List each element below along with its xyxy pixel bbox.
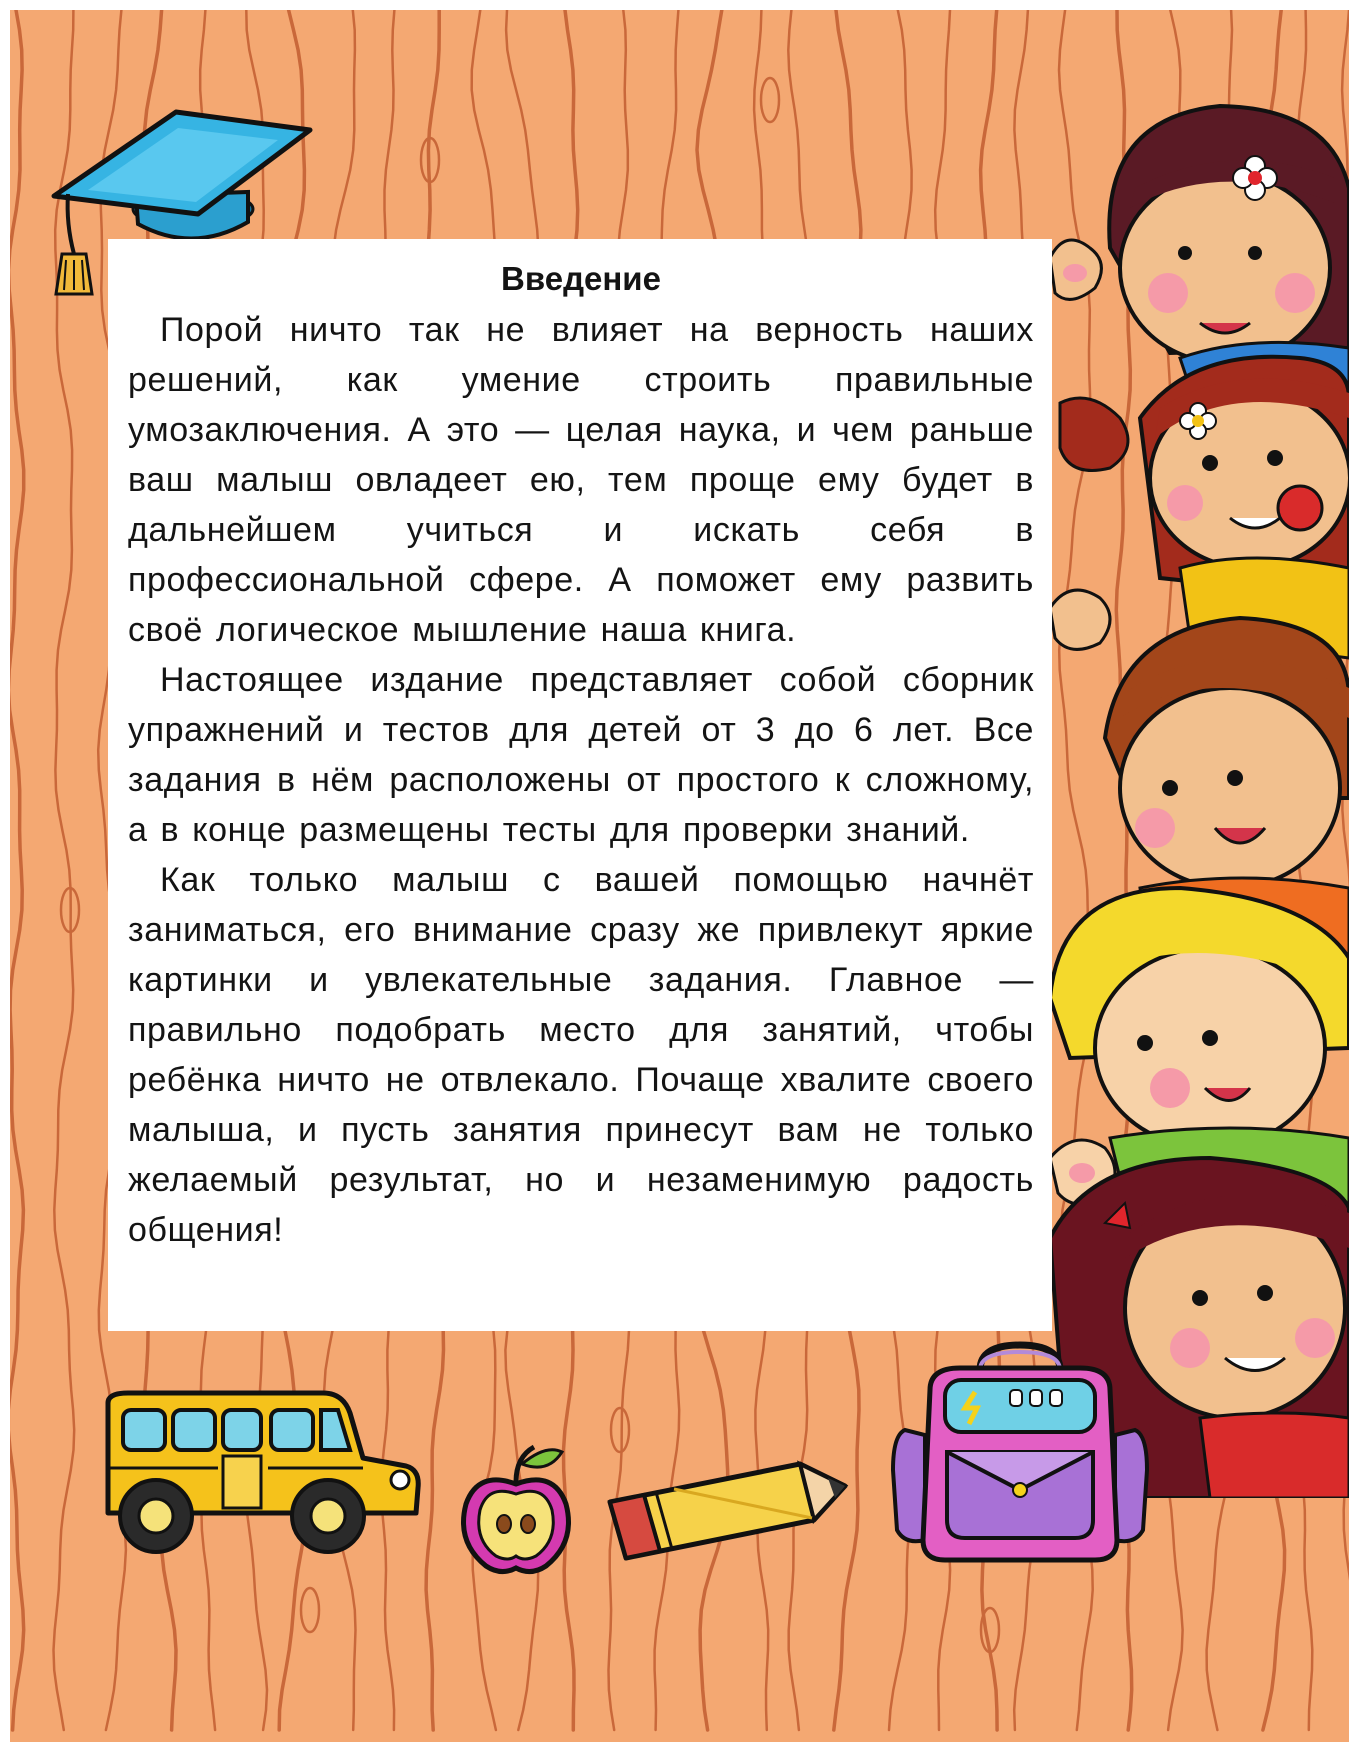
page-title: Введение [501,260,661,297]
intro-text-card [108,239,1052,1331]
wood-knot [611,1408,629,1452]
pencil-icon [600,1454,850,1564]
paragraph-1: Порой ничто так не влияет на верность наших решений, как умение строить правильные умозаключения. А это — целая наука, и чем раньше ваш малыш овладеет ею, тем проще ему будет в дальнейшем учиться и искать себя в профессиональной сфере. А поможет ему развить своё логическое мышление наша книга. [128,311,1034,649]
kids-illustration [1050,98,1349,1498]
wood-knot [761,78,779,122]
paragraph-2: Настоящее издание представляет собой сборник упражнений и тестов для детей от 3 до 6 лет. Все задания в нём расположены от простого к сложному, а в конце размещены тесты для проверки знаний. [128,661,1034,849]
wood-grain-line [10,10,24,1730]
backpack-icon [885,1340,1155,1570]
school-bus-icon [88,1388,423,1563]
girl-with-pigtails-icon [1050,357,1349,658]
wood-knot [301,1588,319,1632]
book-page [10,10,1349,1742]
apple-half-icon [456,1442,576,1577]
girl-with-flower-icon [1050,106,1349,393]
paragraph-3: Как только малыш с вашей помощью начнёт заниматься, его внимание сразу же привлекут яркие картинки и увлекательные задания. Главное — правильно подобрать место для занятий, чтобы ребёнка ничто не отвлекало. Почаще хвалите своего малыша, и пусть занятия принесут вам не только желаемый результат, но и незаменимую радость общения! [128,861,1034,1249]
